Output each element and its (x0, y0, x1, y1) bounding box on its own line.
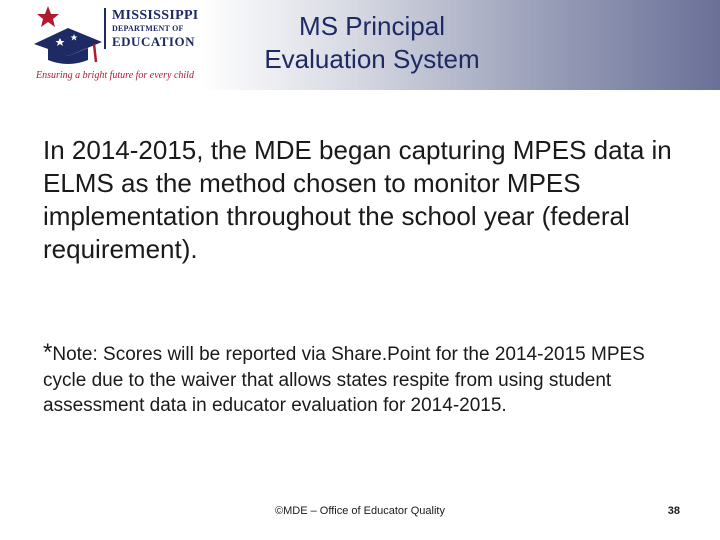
main-paragraph: In 2014-2015, the MDE began capturing MPES data in ELMS as the method chosen to monitor MPES implementation throughout the school year (federal requirement). (43, 135, 672, 264)
note-paragraph (43, 340, 683, 419)
note-text: Note: Scores will be reported via Share.Point for the 2014-2015 MPES cycle due to the waiver that allows states respite from using student assessment data in educator evaluation for 2014-2015. (43, 344, 645, 416)
slide-title (222, 10, 522, 76)
logo-name-line3: EDUCATION (112, 34, 195, 49)
title-line2: Evaluation System (264, 44, 480, 74)
note-asterisk: * (43, 339, 53, 366)
slide-header (0, 0, 720, 90)
mde-logo (30, 4, 210, 84)
logo-tagline: Ensuring a bright future for every child (36, 70, 194, 81)
logo-name-line1: MISSISSIPPI (112, 8, 199, 23)
page-number: 38 (667, 505, 680, 517)
logo-wordmark (104, 8, 212, 49)
footer-credit: ©MDE – Office of Educator Quality (275, 505, 445, 517)
mortarboard-star-icon (30, 4, 108, 70)
logo-name-line2: DEPARTMENT OF (112, 24, 184, 33)
title-line1: MS Principal (299, 11, 445, 41)
